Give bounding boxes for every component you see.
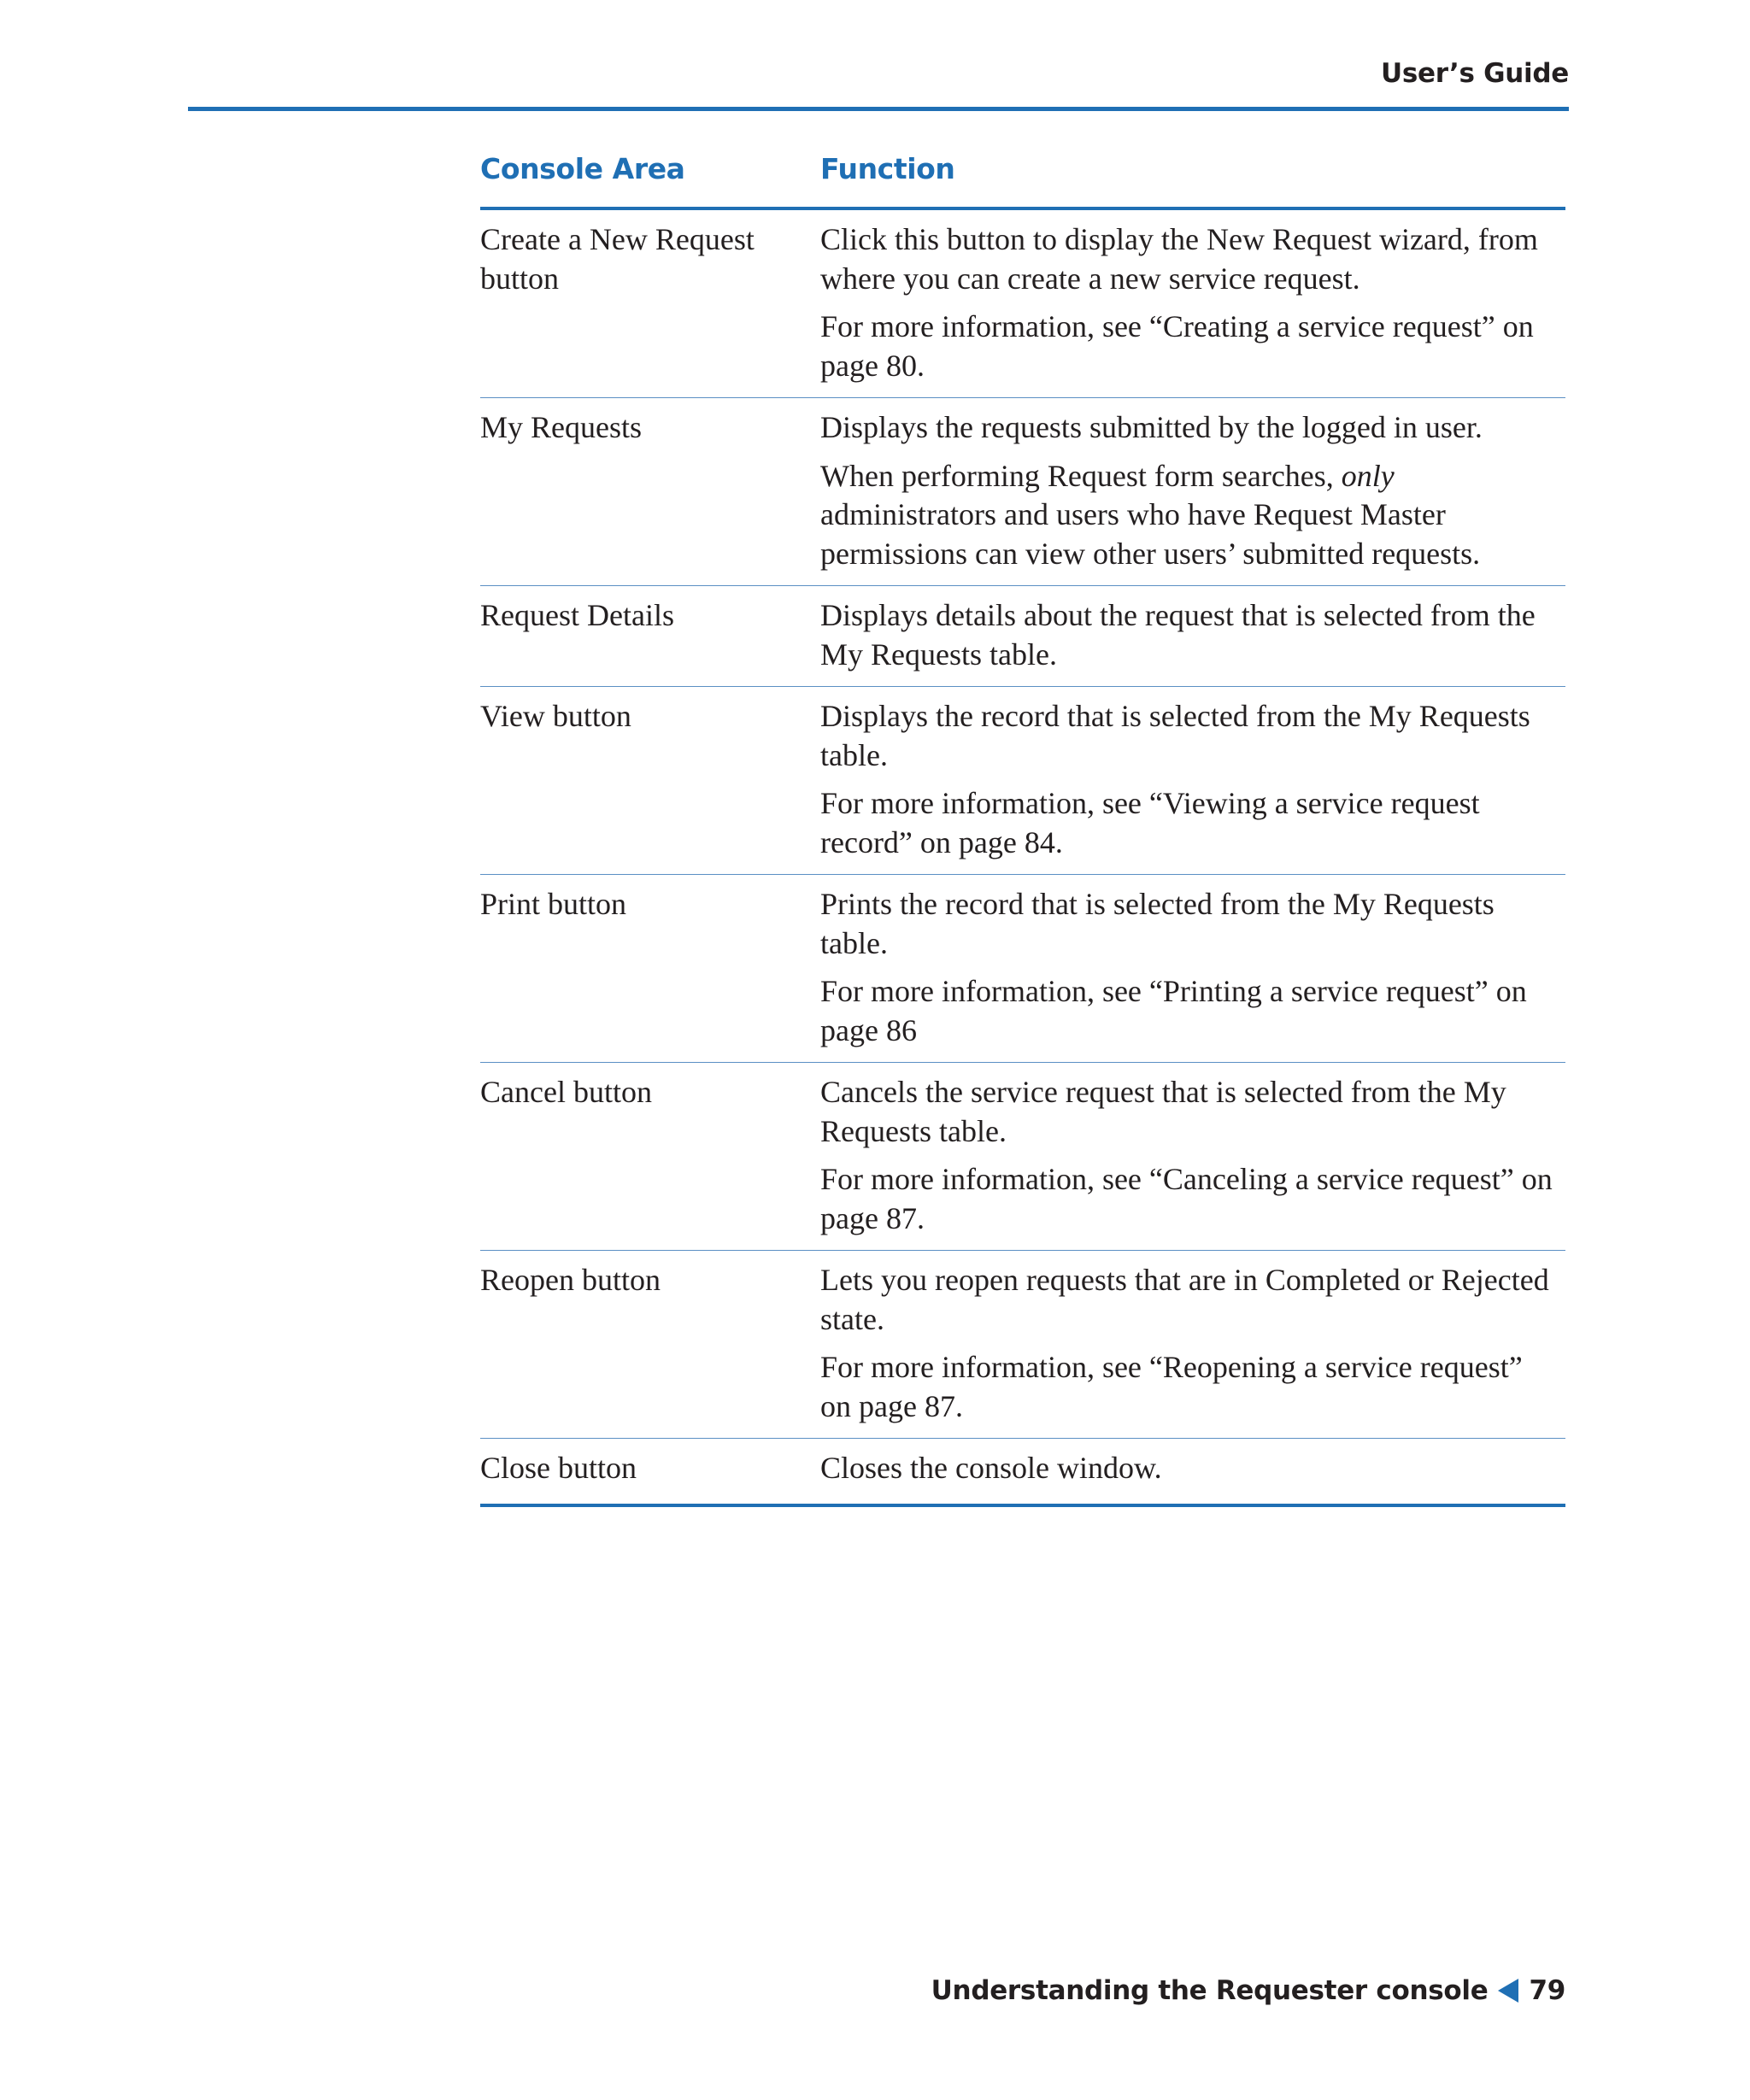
- function-cell: [820, 697, 1565, 862]
- table-row: [480, 875, 1565, 1063]
- table-row: [480, 398, 1565, 586]
- footer-section-title: Understanding the Requester console: [931, 1975, 1489, 2006]
- table-row: [480, 1439, 1565, 1507]
- function-cell: [820, 408, 1565, 573]
- header-rule: [188, 107, 1569, 111]
- page-footer: [931, 1975, 1565, 2006]
- console-area-cell: View button: [480, 699, 631, 733]
- left-arrow-icon: [1498, 1979, 1518, 2003]
- function-reference: For more information, see “Reopening a service request” on page 87.: [820, 1350, 1523, 1423]
- console-area-cell: Close button: [480, 1451, 637, 1485]
- console-area-cell: Reopen button: [480, 1263, 661, 1297]
- function-text: Prints the record that is selected from the My Requests table.: [820, 887, 1495, 960]
- function-text: Cancels the service request that is selected from the My Requests table.: [820, 1075, 1506, 1148]
- function-text: Displays the record that is selected from the My Requests table.: [820, 699, 1530, 772]
- function-text: Lets you reopen requests that are in Completed or Rejected state.: [820, 1263, 1549, 1336]
- table-row: [480, 1251, 1565, 1439]
- function-reference: For more information, see “Creating a service request” on page 80.: [820, 309, 1534, 383]
- function-text: Displays details about the request that is selected from the My Requests table.: [820, 598, 1536, 672]
- function-cell: [820, 885, 1565, 1050]
- console-area-cell: Request Details: [480, 598, 674, 632]
- function-cell: [820, 1449, 1565, 1488]
- console-area-cell: Cancel button: [480, 1075, 652, 1109]
- function-cell: [820, 220, 1565, 385]
- function-note: When performing Request form searches, only administrators and users who have Request Master permissions can view other users’ submitted requests.: [820, 458, 1481, 571]
- function-reference: For more information, see “Canceling a service request” on page 87.: [820, 1162, 1553, 1235]
- function-cell: [820, 1073, 1565, 1238]
- column-header-function: Function: [820, 152, 955, 185]
- function-text: Displays the requests submitted by the logged in user.: [820, 410, 1483, 444]
- function-reference: For more information, see “Printing a service request” on page 86: [820, 974, 1527, 1047]
- function-text: Click this button to display the New Request wizard, from where you can create a new service request.: [820, 222, 1538, 296]
- table-header: [480, 152, 1565, 210]
- function-cell: [820, 596, 1565, 674]
- column-header-console-area: Console Area: [480, 152, 685, 185]
- emphasis-text: only: [1341, 458, 1395, 493]
- table-row: [480, 210, 1565, 398]
- table-row: [480, 1063, 1565, 1251]
- console-area-cell: Print button: [480, 887, 627, 921]
- page-number: 79: [1529, 1975, 1565, 2006]
- console-area-cell: Create a New Request button: [480, 222, 755, 296]
- running-header: User’s Guide: [1380, 58, 1569, 89]
- function-cell: [820, 1261, 1565, 1426]
- table-row: [480, 687, 1565, 875]
- console-area-table: [480, 152, 1565, 1507]
- console-area-cell: My Requests: [480, 410, 642, 444]
- function-reference: For more information, see “Viewing a service request record” on page 84.: [820, 786, 1480, 859]
- function-text: Closes the console window.: [820, 1451, 1162, 1485]
- table-row: [480, 586, 1565, 687]
